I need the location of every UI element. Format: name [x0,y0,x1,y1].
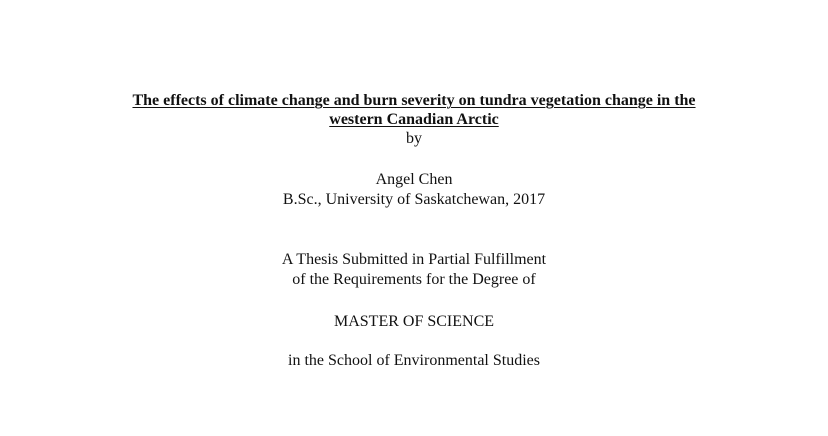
submission-statement-line-2: of the Requirements for the Degree of [292,271,536,288]
school-name: in the School of Environmental Studies [288,352,540,369]
degree-name: MASTER OF SCIENCE [333,313,495,330]
author-name: Angel Chen [375,171,453,188]
by-label: by [406,130,422,147]
submission-statement-line-1: A Thesis Submitted in Partial Fulfillment [281,251,547,268]
thesis-title-line-2: western Canadian Arctic [329,111,499,128]
thesis-title-line-1: The effects of climate change and burn severity on tundra vegetation change in the [132,92,696,109]
prior-degree: B.Sc., University of Saskatchewan, 2017 [282,191,546,208]
